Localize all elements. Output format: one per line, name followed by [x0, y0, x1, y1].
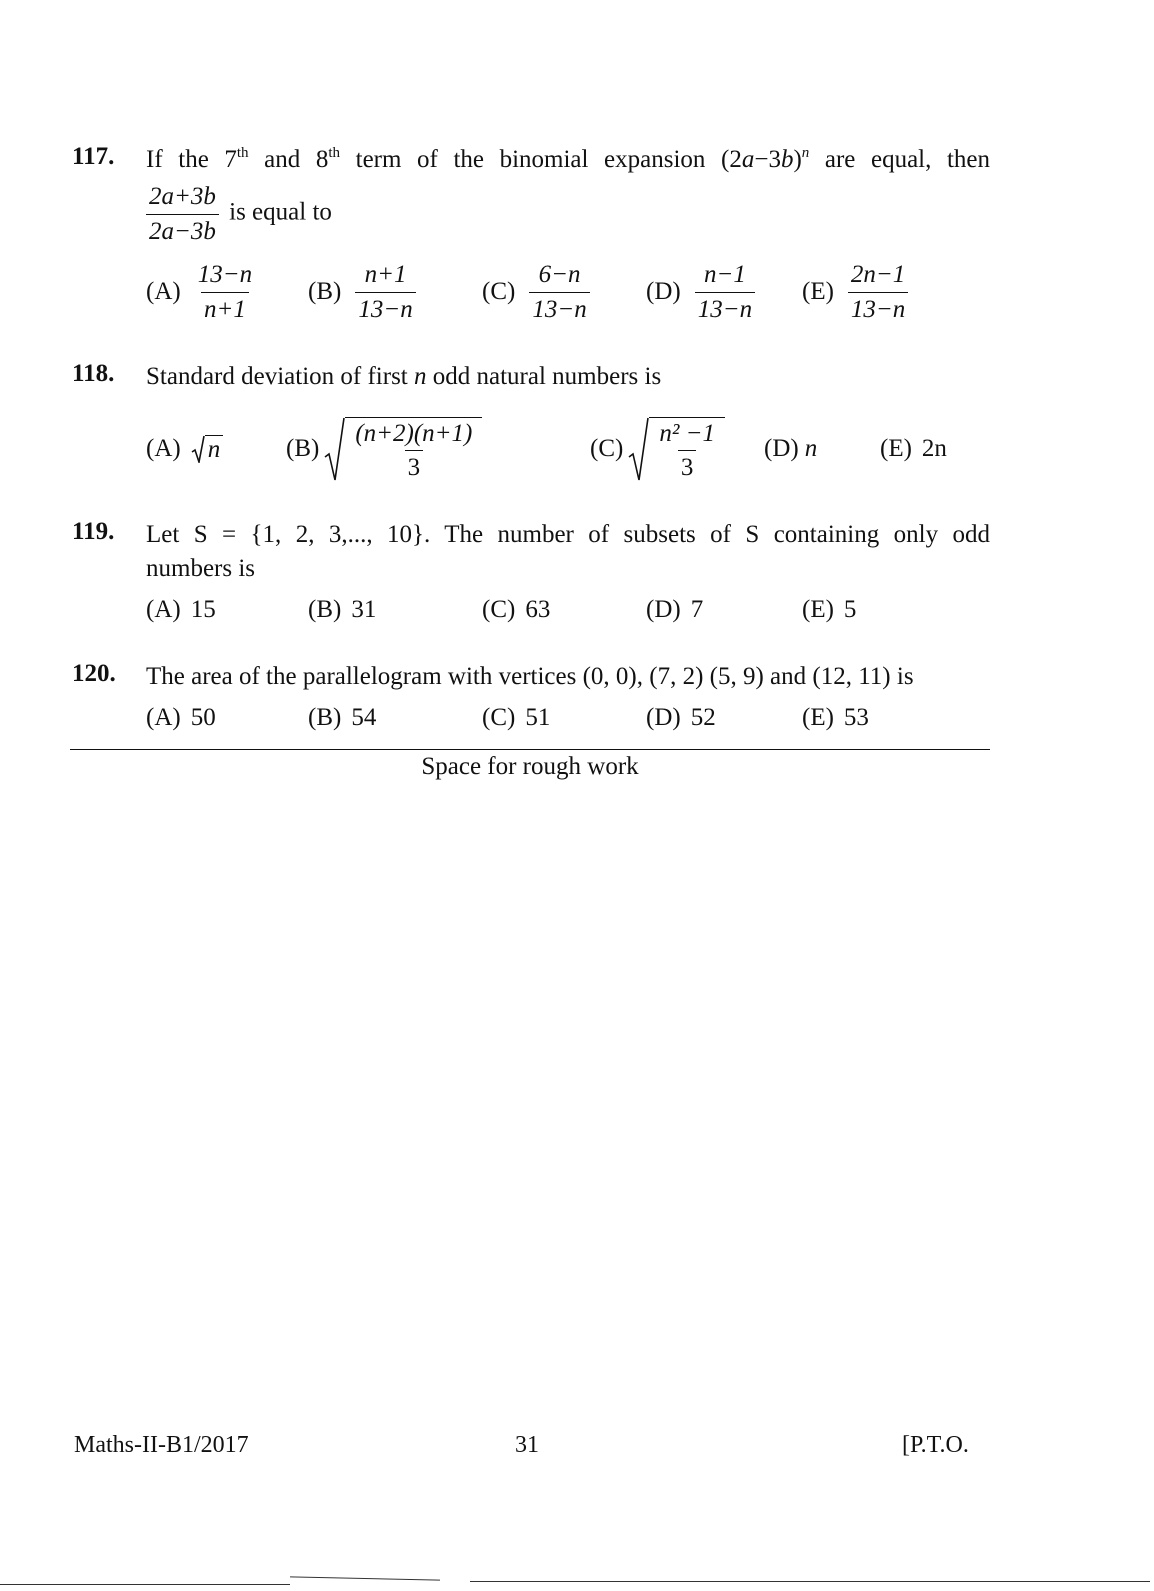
options-119: [146, 590, 990, 630]
option-d[interactable]: (D) n: [764, 435, 818, 462]
question-number: 120.: [72, 660, 116, 687]
question-text-line1: If the 7th and 8th term of the binomial expansion $(2a-3b)^n$ are equal, then: [146, 145, 991, 173]
question-number: 118.: [72, 360, 115, 387]
option-a[interactable]: (A) 15: [146, 596, 216, 623]
option-b[interactable]: (B) $\frac{n+1}{13-n}$: [308, 257, 420, 327]
rough-work-heading: Space for rough work: [421, 753, 639, 780]
pto-mark: [P.T.O.: [902, 1432, 969, 1458]
option-c[interactable]: (C) 63: [482, 596, 551, 623]
binomial-expression: $(2a-3b)^n$: [721, 145, 810, 173]
question-119: [72, 518, 990, 630]
question-text-line2: numbers is: [146, 555, 256, 582]
option-a[interactable]: (A) $\frac{13-n}{n+1}$: [146, 261, 253, 323]
question-text: Standard deviation of first n odd natural numbers is: [146, 363, 662, 390]
sqrt-symbol: $\frac{\text{n² −1}}{3}$: [627, 417, 725, 482]
option-e[interactable]: (E) 5: [802, 596, 857, 623]
option-e[interactable]: (E) 2n: [880, 435, 947, 462]
question-120: [72, 660, 990, 738]
option-a[interactable]: (A) 50: [146, 704, 216, 731]
footer-code: Maths-II-B1/2017: [74, 1432, 249, 1458]
option-d[interactable]: (D) 7: [646, 596, 704, 623]
question-number: 117.: [72, 143, 115, 170]
question-118: [72, 360, 990, 484]
option-c[interactable]: (C) 51: [482, 704, 551, 731]
option-b[interactable]: (B) $\frac{(n+2)(n+1)}{3}$: [286, 414, 482, 484]
scan-artifact-line: [470, 1581, 1150, 1582]
question-text-line1: Let S = {1, 2, 3,..., 10}. The number of subsets of S containing only odd: [146, 521, 990, 548]
sqrt-symbol: n: [191, 435, 224, 464]
option-b[interactable]: (B) 54: [308, 704, 377, 731]
option-b[interactable]: (B) 31: [308, 596, 377, 623]
option-d[interactable]: (D) 52: [646, 704, 716, 731]
scan-artifact-line: [290, 1576, 440, 1580]
question-fraction: $\frac{2a+3b}{2a-3b}$: [146, 183, 219, 245]
options-120: [146, 698, 990, 738]
sqrt-symbol: $\frac{(n+2)(n+1)}{3}$: [323, 417, 482, 482]
options-118: [146, 414, 990, 484]
option-a[interactable]: (A) n: [146, 414, 223, 484]
question-text: The area of the parallelogram with vertices (0, 0), (7, 2) (5, 9) and (12, 11) is: [146, 663, 914, 690]
option-c[interactable]: (C) $\frac{\text{n² −1}}{3}$: [590, 414, 725, 484]
option-c[interactable]: (C) $\frac{6-n}{13-n}$: [482, 257, 594, 327]
option-d[interactable]: (D) $\frac{n-1}{13-n}$: [646, 257, 759, 327]
question-number: 119.: [72, 518, 115, 545]
option-e[interactable]: (E) $\frac{2n-1}{13-n}$: [802, 257, 912, 327]
question-117: [72, 143, 990, 327]
scan-artifact-line: [0, 1584, 290, 1585]
page-number: 31: [515, 1432, 539, 1458]
option-e[interactable]: (E) 53: [802, 704, 869, 731]
section-divider: [70, 749, 990, 750]
question-text-line2: $\frac{2a+3b}{2a-3b}$ is equal to: [146, 183, 990, 245]
options-117: [146, 257, 990, 327]
